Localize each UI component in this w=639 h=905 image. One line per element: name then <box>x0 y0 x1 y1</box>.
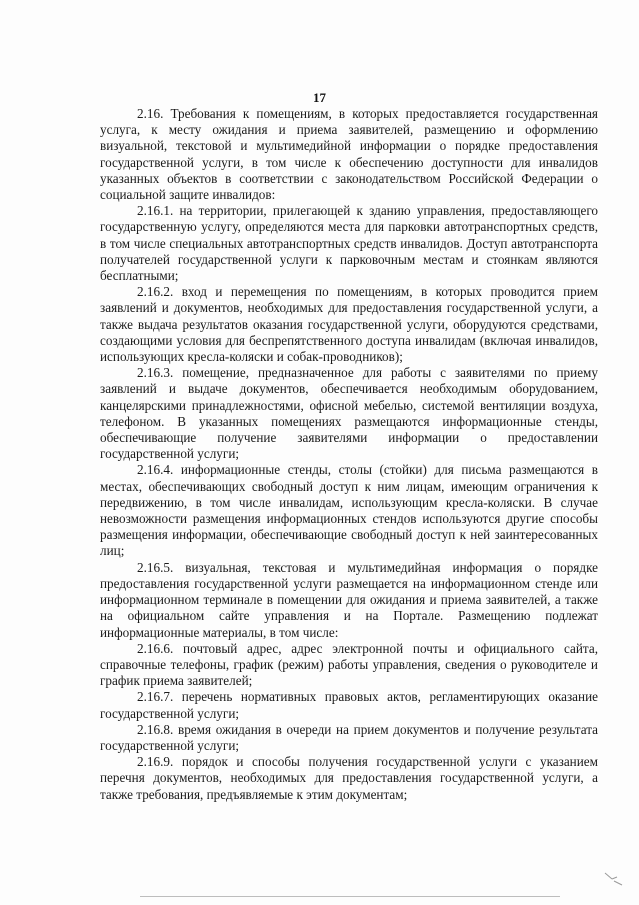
clause-number: 2.16.9. <box>137 754 174 770</box>
scan-artifact-icon <box>603 871 625 887</box>
clause-number: 2.16.7. <box>137 689 174 705</box>
clause-number: 2.16.5. <box>137 559 174 575</box>
paragraph-2-16-2 <box>100 284 598 365</box>
paragraph-2-16-1 <box>100 203 598 284</box>
clause-text: перечень нормативных правовых актов, регламентирующих оказание государственной услуги; <box>100 689 598 721</box>
clause-text: вход и перемещения по помещениям, в которых проводится прием заявлений и документов, необходимых для предоставления государственной услуги, а также выдача результатов оказания государственной услуги, оборудуются средствами, создающими условия для беспрепятственного доступа инвалидам (включая инвалидов, использующих кресла-коляски и собак-проводников); <box>100 284 598 365</box>
paragraph-2-16-7 <box>100 689 598 721</box>
clause-text: информационные стенды, столы (стойки) для письма размещаются в местах, обеспечивающих свободный доступ к ним лицам, имеющим ограничения к передвижению, в том числе инвалидам, использующим кресла-коляски. В случае невозможности размещения информационных стендов используются другие способы размещения информации, обеспечивающие свободный доступ к ней заинтересованных лиц; <box>100 462 598 559</box>
paragraph-2-16-3 <box>100 365 598 462</box>
paragraph-2-16 <box>100 106 598 203</box>
clause-text: помещение, предназначенное для работы с заявителями по приему заявлений и выдаче документов, обеспечивается необходимым оборудованием, канцелярскими принадлежностями, офисной мебелью, системой вентиляции воздуха, телефоном. В указанных помещениях размещаются информационные стенды, обеспечивающие получение заявителями информации о предоставлении государственной услуги; <box>100 365 598 462</box>
clause-number: 2.16.1. <box>137 203 174 219</box>
clause-text: почтовый адрес, адрес электронной почты и официального сайта, справочные телефоны, график (режим) работы управления, сведения о руководителе и график приема заявителей; <box>100 640 598 689</box>
clause-number: 2.16.6. <box>137 640 174 656</box>
clause-text: время ожидания в очереди на прием документов и получение результата государственной услуги; <box>100 721 598 753</box>
clause-number: 2.16.3. <box>137 365 174 381</box>
scan-edge-line <box>140 896 560 897</box>
paragraph-2-16-9 <box>100 754 598 803</box>
clause-number: 2.16.2. <box>137 284 174 300</box>
page-number: 17 <box>313 90 326 105</box>
paragraph-2-16-8 <box>100 722 598 754</box>
paragraph-2-16-4 <box>100 462 598 559</box>
clause-text: Требования к помещениям, в которых предоставляется государственная услуга, к месту ожидания и приема заявителей, размещению и оформлению визуальной, текстовой и мультимедийной информации о порядке предоставления государственной услуги, в том числе к обеспечению доступности для инвалидов указанных объектов в соответствии с законодательством Российской Федерации о социальной защите инвалидов: <box>100 106 598 203</box>
clause-text: визуальная, текстовая и мультимедийная информация о порядке предоставления государственной услуги размещается на информационном стенде или информационном терминале в помещении для ожидания и приема заявителей, а также на официальном сайте управления и на Портале. Размещению подлежат информационные материалы, в том числе: <box>100 559 598 640</box>
paragraph-2-16-6 <box>100 641 598 690</box>
clause-number: 2.16.8. <box>137 721 174 737</box>
clause-number: 2.16.4. <box>137 462 174 478</box>
clause-text: на территории, прилегающей к зданию управления, предоставляющего государственную услугу, определяются места для парковки автотранспортных средств, в том числе специальных автотранспортных средств инвалидов. Доступ автотранспорта получателей государственной услуги к парковочным местам и стоянкам являются бесплатными; <box>100 203 598 284</box>
paragraph-2-16-5 <box>100 560 598 641</box>
clause-number: 2.16. <box>137 106 164 121</box>
clause-text: порядок и способы получения государственной услуги с указанием перечня документов, необходимых для предоставления государственной услуги, а также требования, предъявляемые к этим документам; <box>100 754 598 802</box>
document-body <box>100 106 598 803</box>
